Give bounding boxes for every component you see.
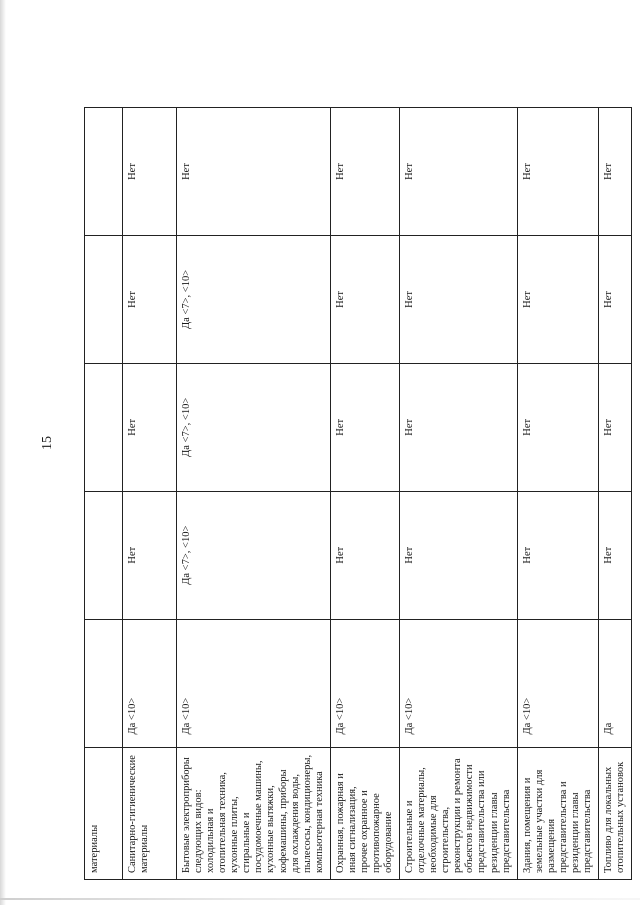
table-cell: Нет <box>123 363 177 491</box>
table-cell: Да <7>, <10> <box>177 491 331 619</box>
table-cell <box>85 491 123 619</box>
table-cell: Да <10> <box>330 619 399 747</box>
table-cell-name: Охранная, пожарная и иная сигнализация, прочее охранное и противопожарное оборудование <box>330 747 399 879</box>
table-cell: Нет <box>400 235 518 363</box>
table-cell-name: Бытовые электроприборы следующих видов: холодильная и отопительная техника, кухонные плиты, стиральные и посудомоечные машины, кухонные вытяжки, кофемашины, приборы для охлаждения воды, пылесосы, кондиционеры, компьютерная техника <box>177 747 331 879</box>
table-cell: Да <7>, <10> <box>177 363 331 491</box>
table-row <box>177 108 331 880</box>
preferences-table <box>84 107 632 880</box>
table-cell: Нет <box>330 235 399 363</box>
table-cell: Нет <box>599 363 632 491</box>
table-cell: Нет <box>123 108 177 236</box>
table-cell: Нет <box>517 108 598 236</box>
table-cell: Нет <box>330 108 399 236</box>
table-cell: Нет <box>400 491 518 619</box>
table-cell-name: Санитарно-гигиенические материалы <box>123 747 177 879</box>
table-cell: Нет <box>599 491 632 619</box>
table-cell <box>85 235 123 363</box>
table-row <box>400 108 518 880</box>
table-cell: Нет <box>330 363 399 491</box>
table-cell: Нет <box>123 491 177 619</box>
table-cell: Да <box>599 619 632 747</box>
table-cell: Нет <box>517 235 598 363</box>
table-cell: Нет <box>599 108 632 236</box>
table-cell: Да <7>, <10> <box>177 235 331 363</box>
table-row <box>517 108 598 880</box>
table-cell: Нет <box>123 235 177 363</box>
table-row <box>599 108 632 880</box>
table-cell: Нет <box>517 363 598 491</box>
table-row <box>123 108 177 880</box>
table-cell: Да <10> <box>400 619 518 747</box>
table-cell: Нет <box>517 491 598 619</box>
table-cell-name: материалы <box>85 747 123 879</box>
page-number: 15 <box>40 436 55 450</box>
table-cell: Нет <box>400 363 518 491</box>
scan-bottom-edge <box>0 898 640 900</box>
table-cell: Да <10> <box>123 619 177 747</box>
table-cell <box>85 619 123 747</box>
scan-edge-shadow <box>0 0 6 905</box>
table-cell-name: Топливо для локальных отопительных установок <box>599 747 632 879</box>
table-cell: Нет <box>330 491 399 619</box>
table-cell: Нет <box>400 108 518 236</box>
table-cell: Нет <box>599 235 632 363</box>
table-cell: Да <10> <box>177 619 331 747</box>
table-cell-name: Строительные и отделочные материалы, необходимые для строительства, реконструкции и ремонта объектов недвижимости представительства или резиденции главы представительства <box>400 747 518 879</box>
table-row <box>330 108 399 880</box>
table-cell: Нет <box>177 108 331 236</box>
table-cell <box>85 108 123 236</box>
table-cell-name: Здания, помещения и земельные участки для размещения представительства и резиденции главы представительства <box>517 747 598 879</box>
table-cell <box>85 363 123 491</box>
rotated-table-wrapper <box>84 107 627 880</box>
table-row <box>85 108 123 880</box>
table-cell: Да <10> <box>517 619 598 747</box>
